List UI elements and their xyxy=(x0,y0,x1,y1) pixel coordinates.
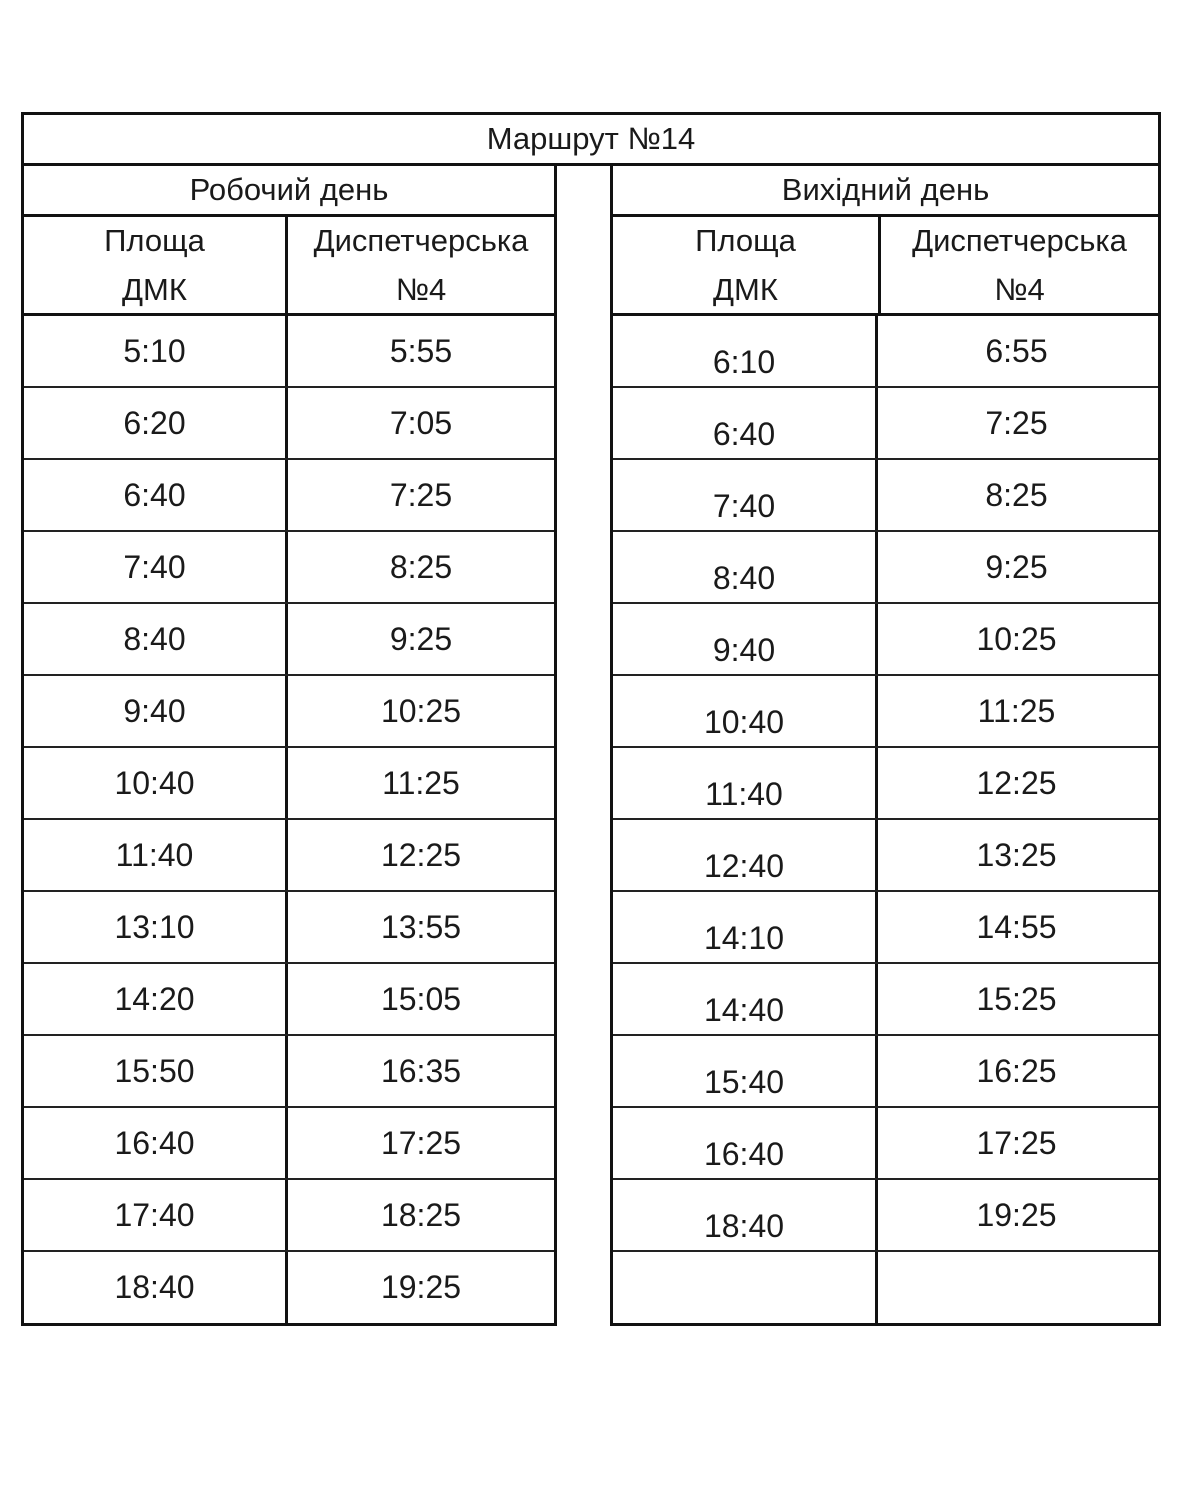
departure-time-dyspetcherska-4: 16:35 xyxy=(380,1052,462,1089)
table-row xyxy=(24,1108,554,1180)
departure-time-ploshcha-dmk: 6:20 xyxy=(24,388,288,458)
departure-time-ploshcha-dmk: 14:10 xyxy=(613,892,878,962)
departure-time-dyspetcherska-4: 15:05 xyxy=(380,980,462,1017)
departure-time-ploshcha-dmk: 17:40 xyxy=(24,1180,288,1250)
departure-time-dyspetcherska-4: 10:25 xyxy=(380,692,462,729)
weekend-col-ploshcha-dmk: Площа ДМК xyxy=(613,217,881,313)
departure-time-dyspetcherska-4: 13:55 xyxy=(380,908,462,945)
departure-time-ploshcha-dmk: 12:40 xyxy=(613,820,878,890)
weekday-rows xyxy=(24,316,554,1323)
weekend-col-dyspetcherska-4: Диспетчерська №4 xyxy=(912,223,1127,307)
departure-time-ploshcha-dmk: 8:40 xyxy=(24,604,288,674)
table-row xyxy=(613,604,1158,676)
table-row xyxy=(24,316,554,388)
weekday-schedule-table xyxy=(21,163,557,1326)
departure-time-dyspetcherska-4: 16:25 xyxy=(976,1052,1057,1089)
weekend-schedule-table xyxy=(610,163,1161,1326)
table-row xyxy=(613,748,1158,820)
departure-time-ploshcha-dmk: 9:40 xyxy=(24,676,288,746)
departure-time-ploshcha-dmk: 10:40 xyxy=(613,676,878,746)
weekday-col-ploshcha-dmk: Площа ДМК xyxy=(24,217,288,313)
table-row xyxy=(613,532,1158,604)
table-row xyxy=(24,676,554,748)
departure-time-ploshcha-dmk: 11:40 xyxy=(24,820,288,890)
departure-time-ploshcha-dmk: 15:50 xyxy=(24,1036,288,1106)
route-title: Маршрут №14 xyxy=(21,112,1161,166)
departure-time-ploshcha-dmk: 8:40 xyxy=(613,532,878,602)
table-row xyxy=(24,388,554,460)
departure-time-dyspetcherska-4: 19:25 xyxy=(380,1269,462,1305)
departure-time-ploshcha-dmk: 6:40 xyxy=(24,460,288,530)
departure-time-dyspetcherska-4: 9:25 xyxy=(389,620,453,657)
table-row xyxy=(613,316,1158,388)
departure-time-dyspetcherska-4: 8:25 xyxy=(985,476,1048,513)
table-row xyxy=(613,1252,1158,1323)
departure-time-ploshcha-dmk xyxy=(613,1252,878,1323)
departure-time-dyspetcherska-4: 12:25 xyxy=(380,836,462,873)
departure-time-dyspetcherska-4: 12:25 xyxy=(976,764,1057,801)
table-row xyxy=(24,460,554,532)
departure-time-dyspetcherska-4: 14:55 xyxy=(976,908,1057,945)
weekend-column-headers xyxy=(613,217,1158,316)
table-row xyxy=(613,1108,1158,1180)
table-row xyxy=(613,1180,1158,1252)
table-row xyxy=(24,964,554,1036)
departure-time-dyspetcherska-4 xyxy=(878,1252,1155,1323)
departure-time-dyspetcherska-4: 9:25 xyxy=(985,548,1048,585)
table-row xyxy=(24,604,554,676)
departure-time-ploshcha-dmk: 7:40 xyxy=(613,460,878,530)
departure-time-dyspetcherska-4: 11:25 xyxy=(977,692,1056,729)
departure-time-dyspetcherska-4: 18:25 xyxy=(380,1196,462,1233)
departure-time-ploshcha-dmk: 14:40 xyxy=(613,964,878,1034)
weekend-header: Вихідний день xyxy=(613,166,1158,217)
departure-time-dyspetcherska-4: 6:55 xyxy=(985,332,1048,369)
table-row xyxy=(24,532,554,604)
departure-time-ploshcha-dmk: 11:40 xyxy=(613,748,878,818)
departure-time-dyspetcherska-4: 11:25 xyxy=(382,764,460,801)
table-row xyxy=(24,892,554,964)
table-row xyxy=(24,1252,554,1323)
departure-time-ploshcha-dmk: 6:10 xyxy=(613,316,878,386)
departure-time-dyspetcherska-4: 7:25 xyxy=(985,404,1048,441)
departure-time-ploshcha-dmk: 13:10 xyxy=(24,892,288,962)
departure-time-dyspetcherska-4: 7:25 xyxy=(389,476,453,513)
weekday-header: Робочий день xyxy=(24,166,554,217)
departure-time-ploshcha-dmk: 18:40 xyxy=(24,1252,288,1323)
departure-time-dyspetcherska-4: 10:25 xyxy=(976,620,1057,657)
departure-time-ploshcha-dmk: 7:40 xyxy=(24,532,288,602)
table-row xyxy=(613,1036,1158,1108)
table-row xyxy=(613,676,1158,748)
departure-time-dyspetcherska-4: 19:25 xyxy=(976,1196,1057,1233)
weekend-rows xyxy=(613,316,1158,1323)
departure-time-ploshcha-dmk: 14:20 xyxy=(24,964,288,1034)
table-row xyxy=(613,892,1158,964)
table-row xyxy=(613,964,1158,1036)
departure-time-ploshcha-dmk: 16:40 xyxy=(613,1108,878,1178)
departure-time-ploshcha-dmk: 10:40 xyxy=(24,748,288,818)
table-row xyxy=(613,460,1158,532)
departure-time-ploshcha-dmk: 9:40 xyxy=(613,604,878,674)
departure-time-ploshcha-dmk: 16:40 xyxy=(24,1108,288,1178)
departure-time-ploshcha-dmk: 18:40 xyxy=(613,1180,878,1250)
departure-time-dyspetcherska-4: 8:25 xyxy=(389,548,453,585)
table-row xyxy=(613,820,1158,892)
departure-time-dyspetcherska-4: 15:25 xyxy=(976,980,1057,1017)
departure-time-ploshcha-dmk: 15:40 xyxy=(613,1036,878,1106)
departure-time-dyspetcherska-4: 7:05 xyxy=(389,404,453,441)
departure-time-ploshcha-dmk: 5:10 xyxy=(24,316,288,386)
table-row xyxy=(613,388,1158,460)
table-row xyxy=(24,748,554,820)
weekday-col-dyspetcherska-4: Диспетчерська №4 xyxy=(313,223,529,307)
departure-time-ploshcha-dmk: 6:40 xyxy=(613,388,878,458)
table-row xyxy=(24,1180,554,1252)
weekday-column-headers xyxy=(24,217,554,316)
table-row xyxy=(24,820,554,892)
departure-time-dyspetcherska-4: 13:25 xyxy=(976,836,1057,873)
departure-time-dyspetcherska-4: 17:25 xyxy=(380,1124,462,1161)
departure-time-dyspetcherska-4: 17:25 xyxy=(976,1124,1057,1161)
table-row xyxy=(24,1036,554,1108)
departure-time-dyspetcherska-4: 5:55 xyxy=(389,332,453,369)
